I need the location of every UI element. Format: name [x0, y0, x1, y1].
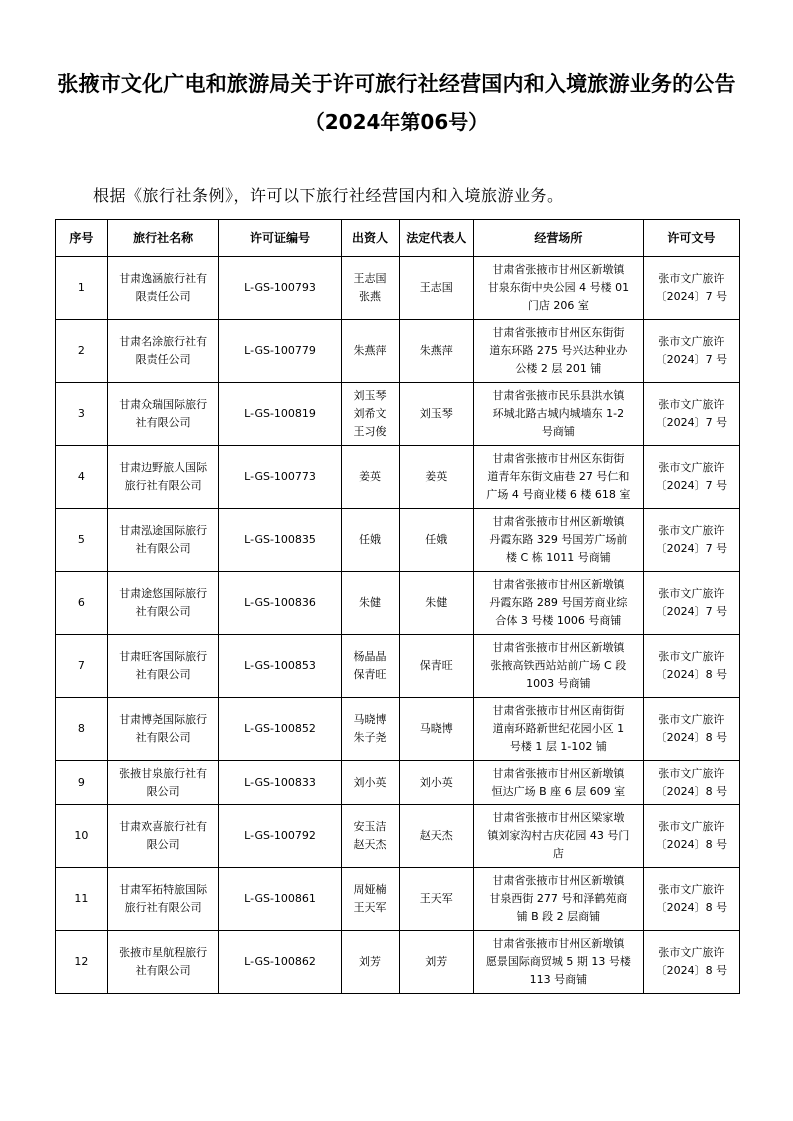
investor-name: 马晓博 [353, 713, 387, 726]
agency-name-line: 甘肃途悠国际旅行 [119, 587, 208, 600]
header-serial-number: 序号 [56, 220, 108, 257]
address-line: 甘肃省张掖市甘州区南街街 [492, 704, 625, 717]
legal-representative-cell: 马晓博 [399, 698, 474, 761]
permit-document-cell [643, 509, 739, 572]
permit-line: 〔2024〕8 号 [655, 731, 728, 744]
agency-name-cell [107, 572, 219, 635]
business-address-cell [474, 446, 644, 509]
business-address-cell [474, 868, 644, 931]
serial-number-cell: 12 [56, 931, 108, 994]
address-line: 113 号商铺 [529, 973, 588, 986]
address-line: 楼 C 栋 1011 号商铺 [506, 551, 611, 564]
address-line: 甘肃省张掖市甘州区新墩镇 [492, 641, 625, 654]
permit-document-cell [643, 446, 739, 509]
legal-representative-cell: 姜英 [399, 446, 474, 509]
table-row [56, 635, 740, 698]
business-address-cell [474, 931, 644, 994]
permit-line: 〔2024〕8 号 [655, 901, 728, 914]
address-line: 甘肃省张掖市甘州区梁家墩 [492, 811, 625, 824]
permit-line: 〔2024〕8 号 [655, 668, 728, 681]
permit-document-cell [643, 931, 739, 994]
address-line: 号楼 1 层 1-102 铺 [509, 740, 607, 753]
license-number-cell: L-GS-100853 [219, 635, 341, 698]
table-row [56, 931, 740, 994]
legal-representative-cell: 刘玉琴 [399, 383, 474, 446]
permit-line: 〔2024〕7 号 [655, 479, 728, 492]
address-line: 丹霞东路 289 号国芳商业综 [489, 596, 628, 609]
permit-document-cell [643, 257, 739, 320]
legal-representative-cell: 保青旺 [399, 635, 474, 698]
address-line: 广场 4 号商业楼 6 楼 618 室 [486, 488, 631, 501]
address-line: 号商铺 [541, 425, 575, 438]
agency-name-cell [107, 761, 219, 805]
page-title: 张掖市文化广电和旅游局关于许可旅行社经营国内和入境旅游业务的公告 [57, 72, 736, 96]
business-address-cell [474, 698, 644, 761]
license-number-cell: L-GS-100793 [219, 257, 341, 320]
agency-name-line: 限责任公司 [135, 290, 191, 303]
announcement-number: （2024年第06号） [304, 110, 489, 134]
header-permit-document: 许可文号 [643, 220, 739, 257]
agency-name-line: 甘肃泓途国际旅行 [119, 524, 208, 537]
header-investors: 出资人 [341, 220, 399, 257]
investor-name: 刘小英 [353, 775, 387, 789]
agency-name-cell [107, 509, 219, 572]
business-address-cell [474, 761, 644, 805]
permit-line: 张市文广旅许 [658, 650, 725, 663]
investor-name: 刘希文 [353, 407, 387, 420]
agency-name-line: 限公司 [146, 784, 180, 798]
permit-line: 〔2024〕7 号 [655, 605, 728, 618]
permit-line: 张市文广旅许 [658, 335, 725, 348]
address-line: 恒达广场 B 座 6 层 609 室 [491, 784, 626, 798]
permit-document-cell [643, 698, 739, 761]
agency-name-cell [107, 868, 219, 931]
agency-name-line: 旅行社有限公司 [124, 479, 202, 492]
license-number-cell: L-GS-100852 [219, 698, 341, 761]
license-number-cell: L-GS-100861 [219, 868, 341, 931]
address-line: 道青年东街文庙巷 27 号仁和 [487, 470, 630, 483]
legal-representative-cell: 刘小英 [399, 761, 474, 805]
business-address-cell [474, 320, 644, 383]
agency-name-line: 甘肃欢喜旅行社有 [119, 820, 208, 833]
agency-name-cell [107, 635, 219, 698]
header-agency-name: 旅行社名称 [107, 220, 219, 257]
investor-name: 朱子尧 [353, 731, 387, 744]
address-line: 店 [552, 847, 564, 860]
intro-paragraph: 根据《旅行社条例》，许可以下旅行社经营国内和入境旅游业务。 [93, 186, 564, 205]
permit-line: 张市文广旅许 [658, 461, 725, 474]
investors-cell [341, 572, 399, 635]
investors-cell [341, 257, 399, 320]
agency-name-line: 限责任公司 [135, 353, 191, 366]
serial-number-cell: 4 [56, 446, 108, 509]
investor-name: 任娥 [359, 533, 382, 546]
legal-representative-cell: 朱健 [399, 572, 474, 635]
permit-document-cell [643, 383, 739, 446]
investor-name: 王天军 [353, 901, 387, 914]
agency-name-line: 甘肃边野旅人国际 [119, 461, 208, 474]
address-line: 甘肃省张掖市甘州区新墩镇 [492, 766, 625, 780]
agency-name-line: 甘肃旺客国际旅行 [119, 650, 208, 663]
table-row [56, 257, 740, 320]
permit-line: 张市文广旅许 [658, 713, 725, 726]
address-line: 甘肃省张掖市民乐县洪水镇 [492, 389, 625, 402]
serial-number-cell: 2 [56, 320, 108, 383]
investor-name: 安玉洁 [353, 820, 387, 833]
address-line: 环城北路古城内城墙东 1-2 [492, 407, 625, 420]
permit-line: 张市文广旅许 [658, 766, 725, 780]
investors-cell [341, 805, 399, 868]
agency-name-cell [107, 320, 219, 383]
permit-document-cell [643, 761, 739, 805]
table-row [56, 509, 740, 572]
permit-line: 张市文广旅许 [658, 272, 725, 285]
address-line: 甘肃省张掖市甘州区新墩镇 [492, 874, 625, 887]
table-row [56, 446, 740, 509]
investors-cell [341, 320, 399, 383]
permit-line: 张市文广旅许 [658, 587, 725, 600]
serial-number-cell: 7 [56, 635, 108, 698]
legal-representative-cell: 王天军 [399, 868, 474, 931]
permit-line: 张市文广旅许 [658, 524, 725, 537]
header-business-address: 经营场所 [474, 220, 644, 257]
legal-representative-cell: 王志国 [399, 257, 474, 320]
address-line: 道东环路 275 号兴达种业办 [489, 344, 628, 357]
investors-cell [341, 698, 399, 761]
license-number-cell: L-GS-100833 [219, 761, 341, 805]
table-row [56, 761, 740, 805]
license-number-cell: L-GS-100836 [219, 572, 341, 635]
legal-representative-cell: 朱燕萍 [399, 320, 474, 383]
investor-name: 刘芳 [359, 955, 382, 968]
investor-name: 保青旺 [353, 668, 387, 681]
serial-number-cell: 8 [56, 698, 108, 761]
permit-line: 〔2024〕7 号 [655, 542, 728, 555]
address-line: 甘泉东街中央公园 4 号楼 01 [487, 281, 630, 294]
agency-name-line: 社有限公司 [135, 964, 191, 977]
permit-line: 〔2024〕8 号 [655, 964, 728, 977]
serial-number-cell: 1 [56, 257, 108, 320]
agency-name-line: 限公司 [146, 838, 180, 851]
investors-cell [341, 509, 399, 572]
address-line: 甘肃省张掖市甘州区新墩镇 [492, 937, 625, 950]
investor-name: 杨晶晶 [353, 650, 387, 663]
address-line: 丹霞东路 329 号国芳广场前 [489, 533, 628, 546]
permit-line: 〔2024〕8 号 [655, 838, 728, 851]
license-number-cell: L-GS-100835 [219, 509, 341, 572]
table-row [56, 320, 740, 383]
agency-name-cell [107, 446, 219, 509]
address-line: 铺 B 段 2 层商铺 [516, 910, 601, 923]
address-line: 1003 号商铺 [526, 677, 591, 690]
agency-name-line: 张掖甘泉旅行社有 [119, 766, 208, 780]
agency-name-line: 甘肃逸涵旅行社有 [119, 272, 208, 285]
agency-name-line: 甘肃军拓特旅国际 [119, 883, 208, 896]
permit-document-cell [643, 320, 739, 383]
address-line: 甘肃省张掖市甘州区东街街 [492, 452, 625, 465]
investor-name: 王习俊 [353, 425, 387, 438]
agency-name-cell [107, 383, 219, 446]
license-number-cell: L-GS-100862 [219, 931, 341, 994]
permit-document-cell [643, 635, 739, 698]
investor-name: 张燕 [359, 290, 382, 303]
permit-line: 〔2024〕7 号 [655, 353, 728, 366]
business-address-cell [474, 383, 644, 446]
permit-line: 〔2024〕7 号 [655, 290, 728, 303]
permit-line: 〔2024〕8 号 [655, 784, 728, 798]
investor-name: 赵天杰 [353, 838, 387, 851]
agency-name-cell [107, 805, 219, 868]
agency-name-line: 甘肃博尧国际旅行 [119, 713, 208, 726]
agency-name-line: 张掖市星航程旅行 [119, 946, 208, 959]
business-address-cell [474, 635, 644, 698]
permit-line: 张市文广旅许 [658, 398, 725, 411]
permit-line: 张市文广旅许 [658, 820, 725, 833]
license-number-cell: L-GS-100773 [219, 446, 341, 509]
address-line: 甘肃省张掖市甘州区新墩镇 [492, 263, 625, 276]
agency-name-line: 社有限公司 [135, 542, 191, 555]
address-line: 甘泉西街 277 号和泽鹤苑商 [489, 892, 628, 905]
travel-agency-table [55, 219, 740, 994]
license-number-cell: L-GS-100819 [219, 383, 341, 446]
agency-name-cell [107, 931, 219, 994]
investors-cell [341, 446, 399, 509]
investors-cell [341, 868, 399, 931]
address-line: 愿景国际商贸城 5 期 13 号楼 [485, 955, 631, 968]
legal-representative-cell: 任娥 [399, 509, 474, 572]
address-line: 镇刘家沟村古庆花园 43 号门 [487, 829, 630, 842]
table-body [56, 257, 740, 994]
investors-cell [341, 635, 399, 698]
business-address-cell [474, 509, 644, 572]
address-line: 张掖高铁西站站前广场 C 段 [490, 659, 627, 672]
legal-representative-cell: 刘芳 [399, 931, 474, 994]
table-row [56, 868, 740, 931]
agency-name-line: 旅行社有限公司 [124, 901, 202, 914]
investor-name: 刘玉琴 [353, 389, 387, 402]
agency-name-line: 社有限公司 [135, 416, 191, 429]
serial-number-cell: 5 [56, 509, 108, 572]
header-legal-representative: 法定代表人 [399, 220, 474, 257]
agency-name-line: 社有限公司 [135, 668, 191, 681]
permit-line: 〔2024〕7 号 [655, 416, 728, 429]
license-number-cell: L-GS-100792 [219, 805, 341, 868]
agency-name-line: 甘肃名涂旅行社有 [119, 335, 208, 348]
legal-representative-cell: 赵天杰 [399, 805, 474, 868]
address-line: 甘肃省张掖市甘州区新墩镇 [492, 578, 625, 591]
agency-name-line: 社有限公司 [135, 605, 191, 618]
business-address-cell [474, 572, 644, 635]
permit-line: 张市文广旅许 [658, 946, 725, 959]
investor-name: 王志国 [353, 272, 387, 285]
investors-cell [341, 931, 399, 994]
address-line: 道南环路新世纪花园小区 1 [492, 722, 625, 735]
agency-name-line: 社有限公司 [135, 731, 191, 744]
table-row [56, 572, 740, 635]
permit-document-cell [643, 572, 739, 635]
permit-document-cell [643, 868, 739, 931]
agency-name-line: 甘肃众瑞国际旅行 [119, 398, 208, 411]
address-line: 公楼 2 层 201 铺 [515, 362, 602, 375]
table-row [56, 805, 740, 868]
table-row [56, 383, 740, 446]
address-line: 甘肃省张掖市甘州区新墩镇 [492, 515, 625, 528]
serial-number-cell: 10 [56, 805, 108, 868]
address-line: 合体 3 号楼 1006 号商铺 [495, 614, 622, 627]
license-number-cell: L-GS-100779 [219, 320, 341, 383]
permit-document-cell [643, 805, 739, 868]
investor-name: 姜英 [359, 470, 382, 483]
investor-name: 朱燕萍 [353, 344, 387, 357]
investor-name: 朱健 [359, 596, 382, 609]
business-address-cell [474, 257, 644, 320]
investors-cell [341, 383, 399, 446]
header-license-number: 许可证编号 [219, 220, 341, 257]
agency-name-cell [107, 698, 219, 761]
serial-number-cell: 9 [56, 761, 108, 805]
address-line: 门店 206 室 [527, 299, 589, 312]
table-row [56, 698, 740, 761]
investor-name: 周娅楠 [353, 883, 387, 896]
address-line: 甘肃省张掖市甘州区东街街 [492, 326, 625, 339]
table-header-row [56, 220, 740, 257]
serial-number-cell: 11 [56, 868, 108, 931]
agency-name-cell [107, 257, 219, 320]
serial-number-cell: 6 [56, 572, 108, 635]
permit-line: 张市文广旅许 [658, 883, 725, 896]
business-address-cell [474, 805, 644, 868]
investors-cell [341, 761, 399, 805]
serial-number-cell: 3 [56, 383, 108, 446]
